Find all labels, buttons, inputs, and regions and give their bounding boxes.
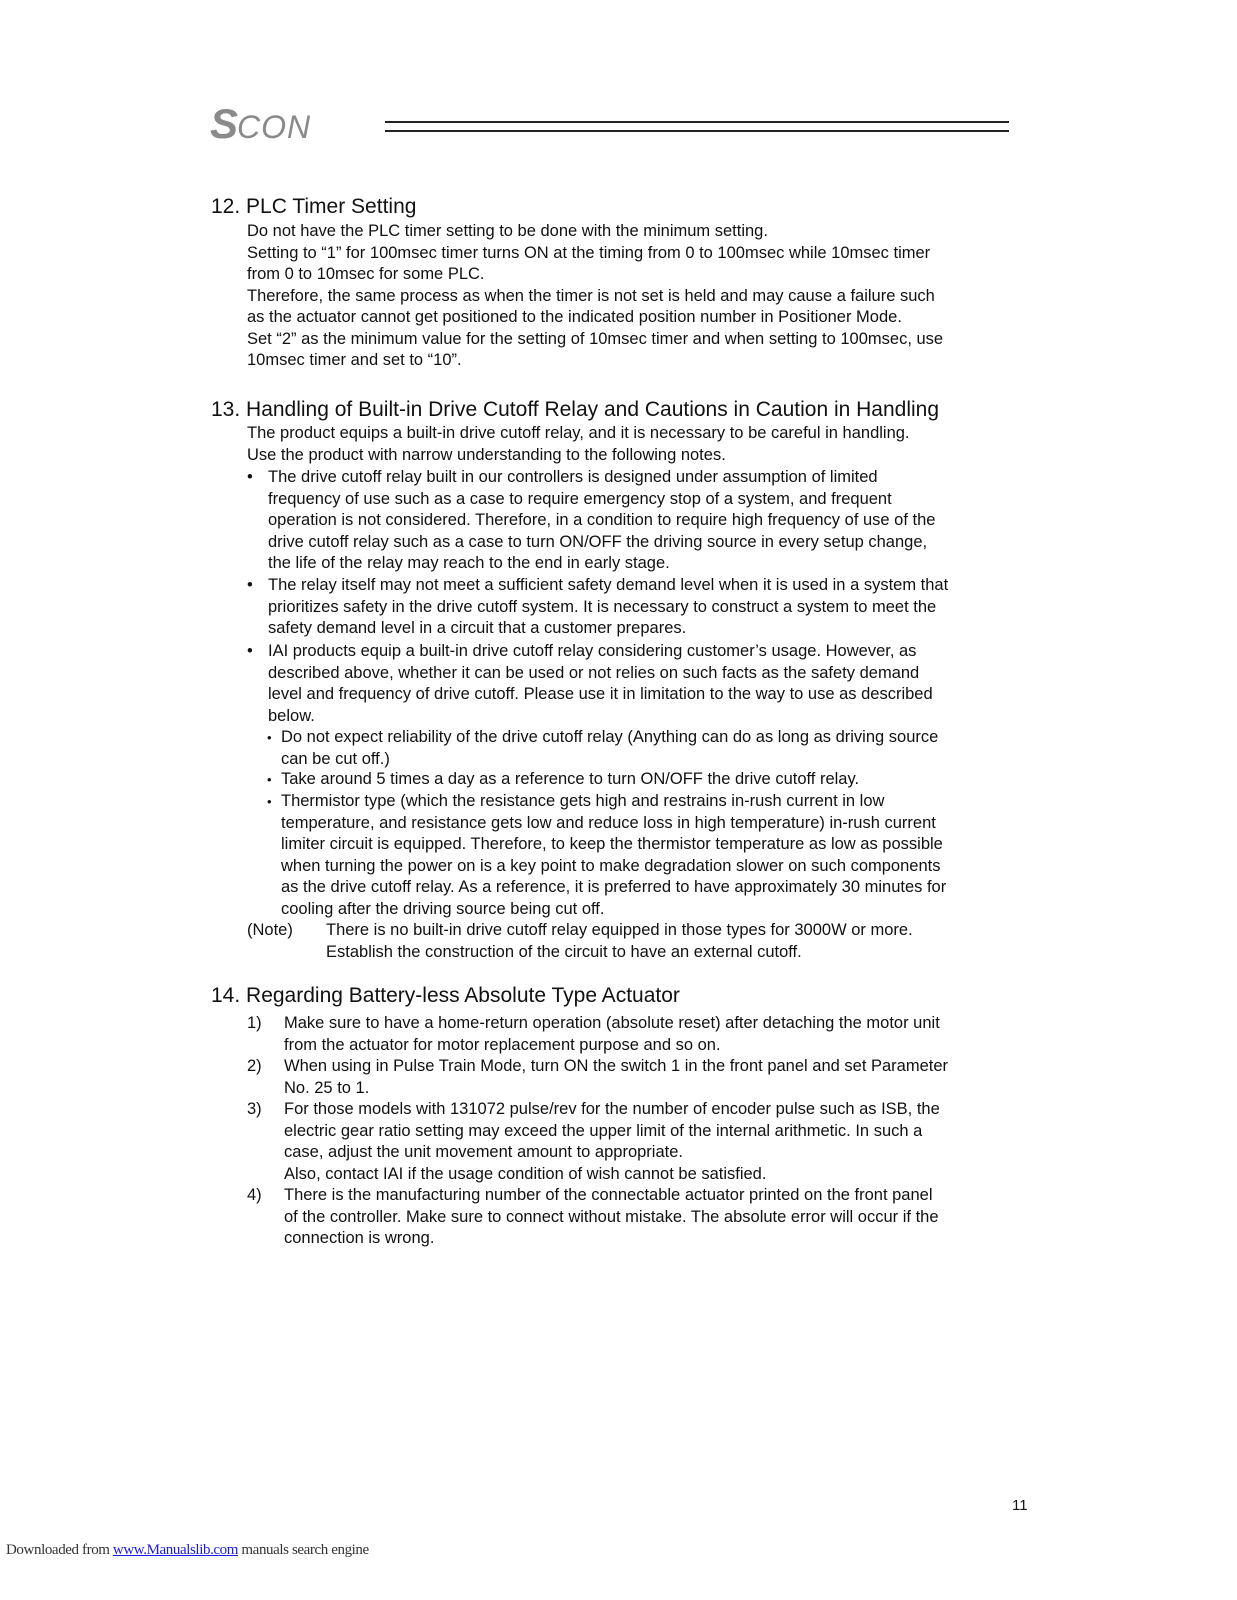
header-rule-top [385,121,1009,123]
text-line: from the actuator for motor replacement purpose and so on. [284,1035,721,1054]
numbered-item [247,1185,1047,1250]
text-line: from 0 to 10msec for some PLC. [247,265,485,283]
note-block [247,920,913,963]
numbered-item [247,1013,1047,1056]
footer-suffix: manuals search engine [238,1542,369,1558]
note-label: (Note) [247,921,293,939]
bullet-item [247,575,1047,640]
bullet-icon: • [267,794,272,809]
text-line: limiter circuit is equipped. Therefore, to keep the thermistor temperature as low as possible [281,835,943,853]
text-line: Make sure to have a home-return operation (absolute reset) after detaching the motor unit [284,1014,940,1032]
text-line: Thermistor type (which the resistance gets high and restrains in-rush current in low [281,792,885,810]
sub-bullet-item [267,791,1047,920]
text-line: temperature, and resistance gets low and reduce loss in high temperature) in-rush current [281,813,936,832]
text-line: prioritizes safety in the drive cutoff system. It is necessary to construct a system to meet the [268,597,937,616]
text-line: The relay itself may not meet a sufficient safety demand level when it is used in a system that [268,576,949,594]
text-line: Do not expect reliability of the drive cutoff relay (Anything can do as long as driving source [281,728,939,746]
manualslib-link[interactable]: www.Manualslib.com [112,1542,239,1558]
text-line: can be cut off.) [281,749,390,768]
text-line: 10msec timer and set to “10”. [247,351,462,369]
header-rule-bottom [385,130,1009,132]
section-12-title: 12. PLC Timer Setting [211,195,417,218]
text-line: Establish the construction of the circuit to have an external cutoff. [326,942,802,961]
text-line: IAI products equip a built-in drive cutoff relay considering customer’s usage. However, as [268,642,917,660]
text-line: described above, whether it can be used or not relies on such facts as the safety demand [268,663,920,682]
numbered-item [247,1099,1047,1185]
text-line: safety demand level in a circuit that a customer prepares. [268,619,687,637]
text-line: as the actuator cannot get positioned to the indicated position number in Positioner Mode. [247,308,902,326]
download-footer [6,1542,369,1559]
text-line: Use the product with narrow understanding to the following notes. [247,445,726,464]
text-line: frequency of use such as a case to require emergency stop of a system, and frequent [268,489,892,508]
bullet-item [247,467,1047,575]
text-line: Therefore, the same process as when the timer is not set is held and may cause a failure such [247,286,935,305]
bullet-icon: • [247,468,253,486]
text-line: Take around 5 times a day as a reference to turn ON/OFF the drive cutoff relay. [281,770,860,788]
text-line: Do not have the PLC timer setting to be done with the minimum setting. [247,222,768,240]
sub-bullet-item [267,727,1047,770]
bullet-item [247,641,1047,727]
text-line: For those models with 131072 pulse/rev for the number of encoder pulse such as ISB, the [284,1100,940,1118]
text-line: when turning the power on is a key point to make degradation slower on such components [281,856,941,875]
text-line: The product equips a built-in drive cutoff relay, and it is necessary to be careful in handling. [247,424,910,442]
text-line: below. [268,706,315,725]
text-line: When using in Pulse Train Mode, turn ON the switch 1 in the front panel and set Parameter [284,1057,949,1075]
section-13-intro [247,423,1047,466]
numbered-item [247,1056,1047,1099]
item-number: 2) [247,1057,262,1075]
text-line: level and frequency of drive cutoff. Please use it in limitation to the way to use as described [268,685,933,703]
sub-bullet-item [267,769,1047,791]
page-number: 11 [1012,1497,1028,1514]
scon-logo [210,100,311,148]
section-12-body [247,221,1047,372]
text-line: the life of the relay may reach to the end in early stage. [268,554,670,572]
section-14-title: 14. Regarding Battery-less Absolute Type Actuator [211,984,680,1007]
text-line: cooling after the driving source being cut off. [281,899,605,918]
footer-prefix: Downloaded from [6,1542,113,1558]
bullet-icon: • [267,772,272,787]
text-line: electric gear ratio setting may exceed the upper limit of the internal arithmetic. In such a [284,1121,923,1140]
bullet-icon: • [267,730,272,745]
bullet-icon: • [247,642,253,660]
text-line: connection is wrong. [284,1229,435,1247]
text-line: There is no built-in drive cutoff relay equipped in those types for 3000W or more. [326,921,913,939]
text-line: Set “2” as the minimum value for the setting of 10msec timer and when setting to 100msec, use [247,329,944,348]
text-line: as the drive cutoff relay. As a reference, it is preferred to have approximately 30 minutes for [281,878,947,896]
item-number: 3) [247,1100,262,1118]
text-line: operation is not considered. Therefore, in a condition to require high frequency of use of the [268,511,936,529]
logo-s: S [210,100,238,147]
item-number: 1) [247,1014,262,1032]
text-line: case, adjust the unit movement amount to appropriate. [284,1143,683,1161]
text-line: of the controller. Make sure to connect without mistake. The absolute error will occur if the [284,1207,939,1226]
text-line: No. 25 to 1. [284,1078,370,1097]
text-line: The drive cutoff relay built in our controllers is designed under assumption of limited [268,468,878,486]
item-number: 4) [247,1186,262,1204]
section-13-title: 13. Handling of Built-in Drive Cutoff Relay and Cautions in Caution in Handling [211,398,940,421]
text-line: drive cutoff relay such as a case to turn ON/OFF the driving source in every setup change, [268,532,928,551]
logo-con: CON [237,109,312,145]
bullet-icon: • [247,576,253,594]
text-line: Setting to “1” for 100msec timer turns ON at the timing from 0 to 100msec while 10msec timer [247,243,931,262]
text-line: There is the manufacturing number of the connectable actuator printed on the front panel [284,1186,933,1204]
text-line: Also, contact IAI if the usage condition of wish cannot be satisfied. [284,1164,767,1183]
